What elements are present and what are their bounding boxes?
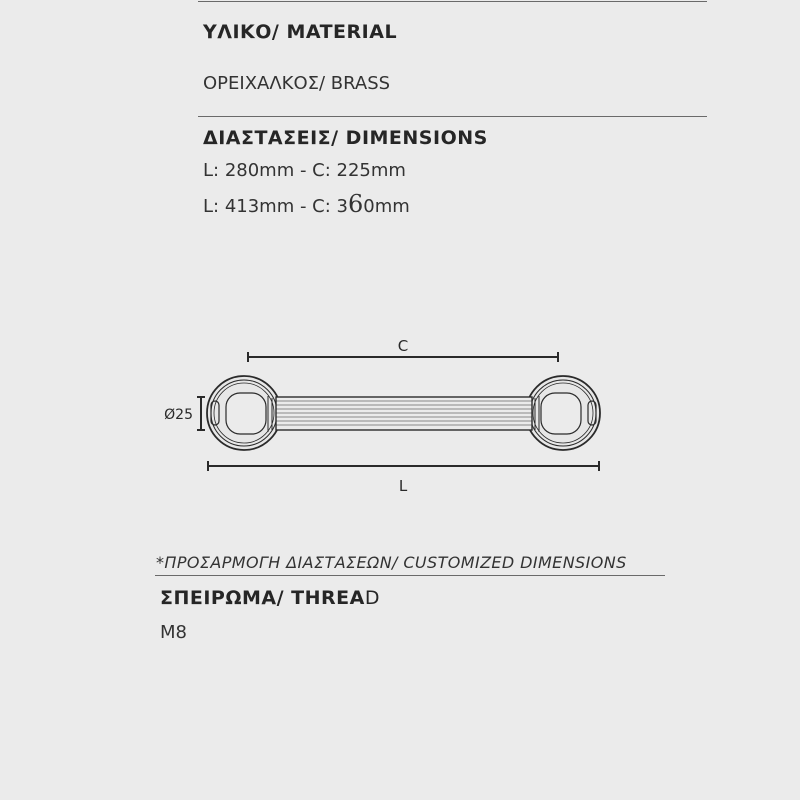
dimensions-row-1: L: 280mm - C: 225mm [203, 160, 406, 181]
l-label: L [398, 477, 408, 495]
dimensions-row-2-digit: 6 [347, 190, 364, 218]
thread-heading [160, 587, 380, 609]
note-underline [155, 575, 665, 576]
diameter-label: Ø25 [164, 407, 193, 423]
dimensions-heading: ΔΙΑΣΤΑΣΕΙΣ/ DIMENSIONS [203, 127, 488, 149]
thread-heading-tail: D [364, 587, 380, 609]
fluted-bar [276, 397, 532, 430]
right-end-knob [526, 376, 600, 450]
c-label: C [397, 337, 409, 355]
thread-heading-main: ΣΠΕΙΡΩΜΑ/ THREA [160, 587, 365, 609]
material-heading: ΥΛΙΚΟ/ MATERIAL [203, 21, 398, 43]
material-value: ΟΡΕΙΧΑΛΚΟΣ/ BRASS [203, 73, 391, 94]
customized-dimensions-note: *ΠΡΟΣΑΡΜΟΓΗ ΔΙΑΣΤΑΣΕΩΝ/ CUSTOMIZED DIMENSIONS [156, 553, 627, 572]
left-end-knob [207, 376, 281, 450]
dimensions-row-2-prefix: L: 413mm - C: 3 [203, 196, 348, 217]
dimensions-row-2-suffix: 0mm [363, 196, 410, 217]
thread-value: M8 [160, 622, 187, 643]
